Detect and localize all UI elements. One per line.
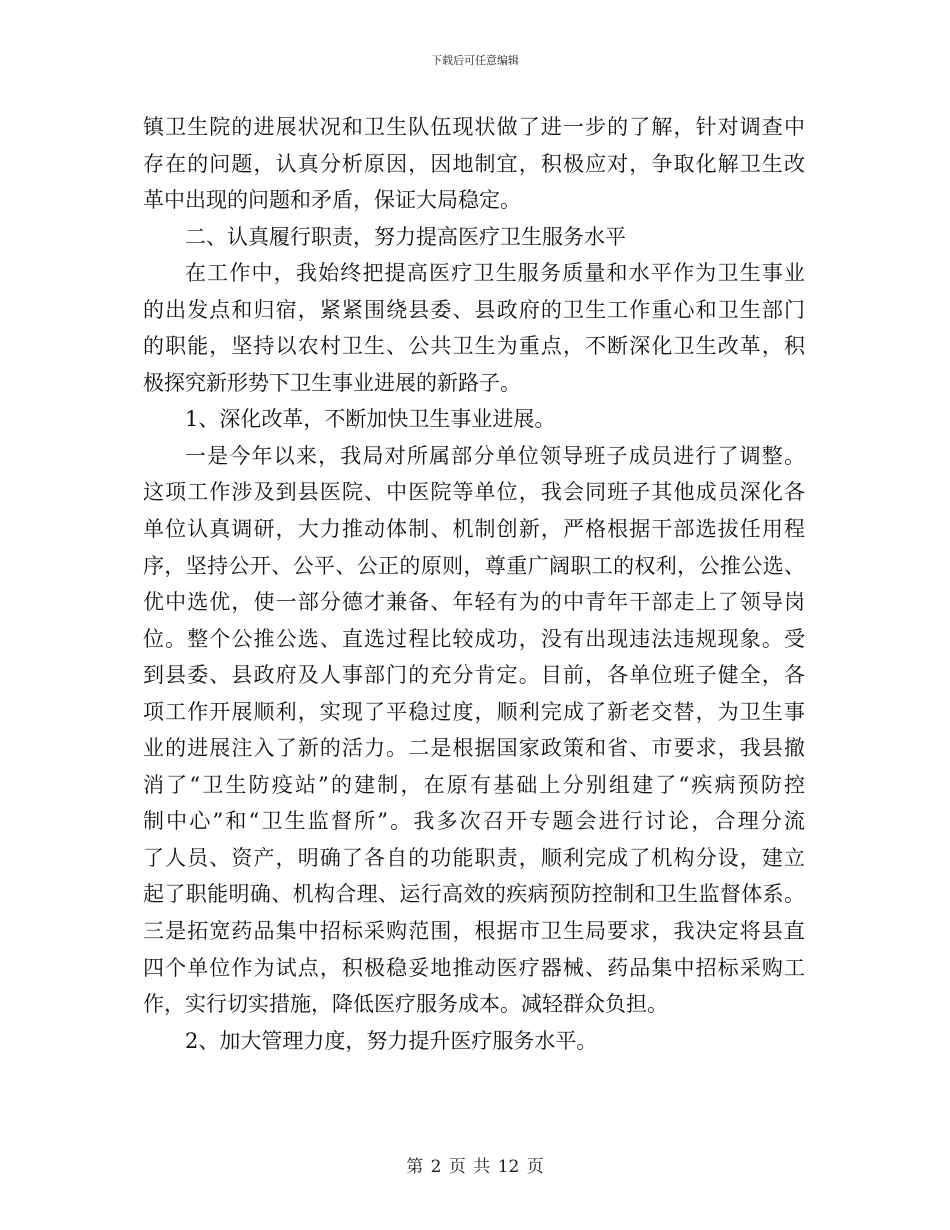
- text-line: 项工作开展顺利，实现了平稳过度，顺利完成了新老交替，为卫生事: [143, 699, 805, 724]
- section-heading: 二、认真履行职责，努力提高医疗卫生服务水平: [185, 224, 626, 249]
- text-line: 三是拓宽药品集中招标采购范围，根据市卫生局要求，我决定将县直: [143, 919, 805, 944]
- subsection-heading: 1、深化改革，不断加快卫生事业进展。: [185, 407, 556, 432]
- text-line: 这项工作涉及到县医院、中医院等单位，我会同班子其他成员深化各: [143, 480, 805, 505]
- text-line: 优中选优，使一部分德才兼备、年轻有为的中青年干部走上了领导岗: [143, 590, 805, 615]
- text-line: 序，坚持公开、公平、公正的原则，尊重广阔职工的权利，公推公选、: [143, 553, 805, 578]
- document-body: [143, 109, 805, 1059]
- text-line: 业的进展注入了新的活力。二是根据国家政策和省、市要求，我县撤: [143, 736, 805, 761]
- text-line: 在工作中，我始终把提高医疗卫生服务质量和水平作为卫生事业: [185, 261, 805, 286]
- page-header: 下载后可任意编辑: [431, 54, 519, 67]
- text-line: 消了“卫生防疫站”的建制，在原有基础上分别组建了“疾病预防控: [143, 772, 805, 797]
- text-line: 镇卫生院的进展状况和卫生队伍现状做了进一步的了解，针对调查中: [143, 115, 805, 139]
- text-line: 到县委、县政府及人事部门的充分肯定。目前，各单位班子健全，各: [143, 663, 805, 688]
- text-line: 极探究新形势下卫生事业进展的新路子。: [143, 370, 521, 395]
- page-number: 第 2 页 共 12 页: [406, 1157, 544, 1177]
- text-line: 单位认真调研，大力推动体制、机制创新，严格根据干部选拔任用程: [143, 517, 805, 542]
- text-line: 的出发点和归宿，紧紧围绕县委、县政府的卫生工作重心和卫生部门: [143, 297, 805, 322]
- text-line: 了人员、资产，明确了各自的功能职责，顺利完成了机构分设，建立: [143, 845, 805, 870]
- text-line: 位。整个公推公选、直选过程比较成功，没有出现违法违规现象。受: [143, 626, 805, 651]
- text-line: 起了职能明确、机构合理、运行高效的疾病预防控制和卫生监督体系。: [143, 882, 805, 907]
- text-line: 四个单位作为试点，积极稳妥地推动医疗器械、药品集中招标采购工: [143, 955, 805, 980]
- subsection-heading: 2、加大管理力度，努力提升医疗服务水平。: [185, 1028, 598, 1053]
- text-line: 存在的问题，认真分析原因，因地制宜，积极应对，争取化解卫生改: [143, 151, 805, 176]
- text-line: 的职能，坚持以农村卫生、公共卫生为重点，不断深化卫生改革，积: [143, 334, 805, 359]
- text-line: 革中出现的问题和矛盾，保证大局稳定。: [143, 188, 521, 213]
- text-line: 制中心”和“卫生监督所”。我多次召开专题会进行讨论，合理分流: [143, 809, 805, 834]
- text-line: 作，实行切实措施，降低医疗服务成本。减轻群众负担。: [143, 992, 668, 1017]
- text-line: 一是今年以来，我局对所属部分单位领导班子成员进行了调整。: [185, 443, 805, 468]
